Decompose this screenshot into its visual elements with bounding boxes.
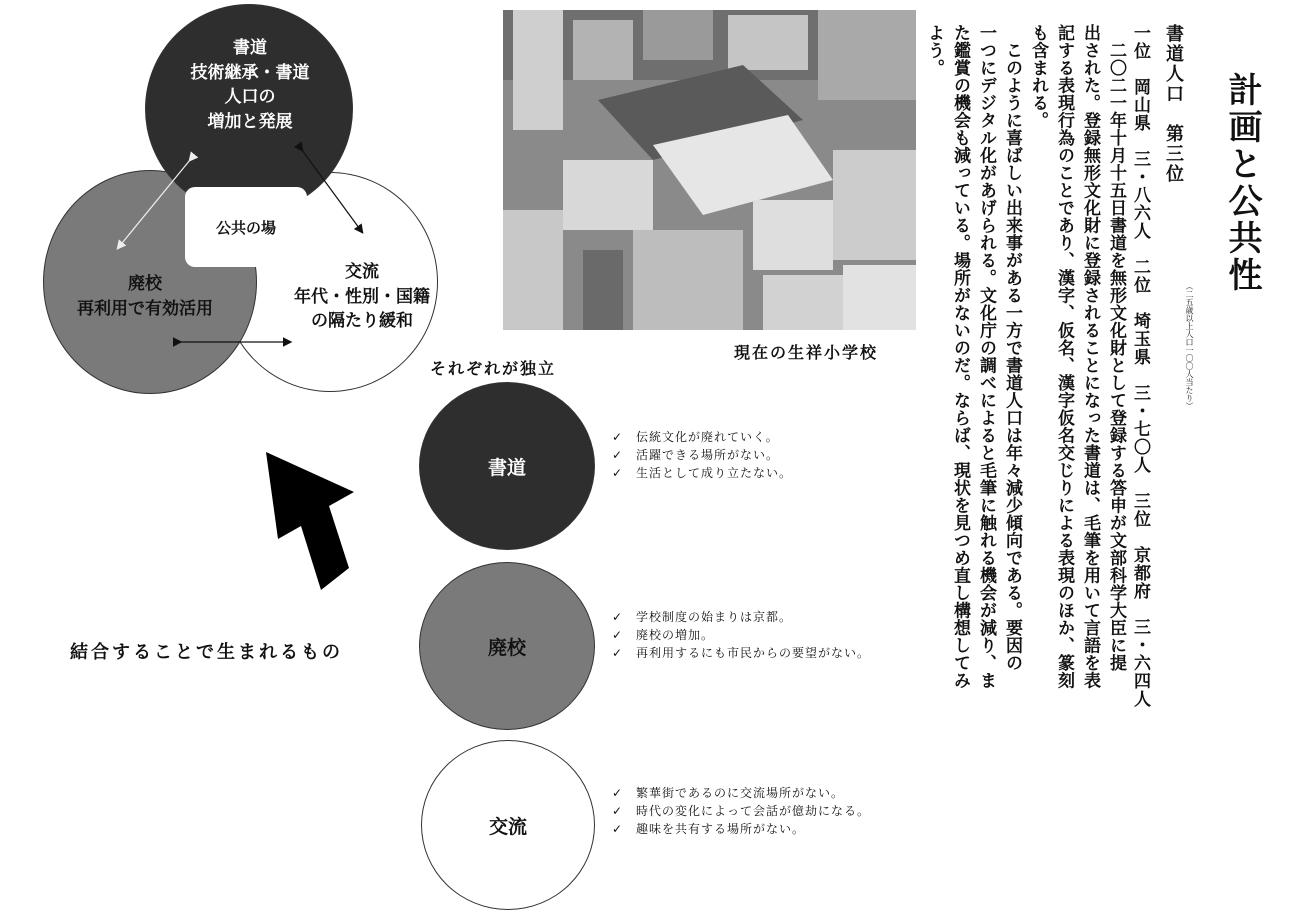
pillar-label: 交流 [488,815,527,838]
venn-left-line: 再利用で有効活用 [77,298,213,319]
pillar-circle-kouryu [421,740,595,910]
paragraph-1-col: も含まれる。 [1028,24,1048,129]
arrow-shodou-haikou [118,160,190,248]
venn-left-title: 廃校 [128,274,162,294]
issue-item: ✓ 再利用するにも市民からの要望がない。 [612,644,870,662]
paragraph-2-col: このように喜ばしい出来事がある一方で書道人口は年々減少傾向である。要因の [1002,24,1022,672]
venn-arrows [0,0,470,400]
issue-item: ✓ 繁華街であるのに交流場所がない。 [612,784,870,802]
stats-note: （二五歳以上人口一〇〇人当たり） [1185,282,1194,410]
arrow-shodou-kouryu [302,150,362,232]
issue-item: ✓ 廃校の増加。 [612,626,870,644]
paragraph-1-col: 二〇二一年十月十五日書道を無形文化財として登録する答申が文部科学大臣に提 [1106,24,1126,672]
pillar-circle-haikou [419,562,595,730]
paragraph-2-col: た鑑賞の機会も減っている。場所がないのだ。ならば、現状を見つめ直し構想してみ [950,24,970,689]
venn-right-title: 交流 [345,262,379,282]
venn-center-label: 公共の場 [215,218,276,237]
issue-item: ✓ 学校制度の始まりは京都。 [612,608,870,626]
stats-line-2: 一位 岡山県 三・八六人 二位 埼玉県 三・七〇人 三位 京都府 三・六四人 [1130,24,1150,708]
venn-top-line: 技術継承・書道 [190,62,310,83]
pillar-label: 書道 [487,456,526,479]
article-title: 計画と公共性 [1222,72,1262,294]
issue-item: ✓ 生活として成り立たない。 [612,464,792,482]
pillar-label: 廃校 [487,636,526,659]
venn-top-line: 人口の [224,87,276,108]
issue-item: ✓ 活躍できる場所がない。 [612,446,792,464]
pillar-issues-kouryu [612,784,870,838]
big-up-arrow [230,440,370,610]
independent-label: それぞれが独立 [430,359,557,378]
pillar-issues-shodou [612,428,792,482]
issue-item: ✓ 趣味を共有する場所がない。 [612,820,870,838]
paragraph-2-col: 一つにデジタル化があげられる。文化庁の調べによると毛筆に触れる機会が減り、ま [976,24,996,689]
issue-item: ✓ 時代の変化によって会話が億劫になる。 [612,802,870,820]
paragraph-2-col: よう。 [924,24,944,77]
pillar-circle-shodou [419,382,595,550]
venn-right-line: の隔たり緩和 [311,311,413,332]
venn-right-line: 年代・性別・国籍 [294,286,430,307]
venn-top-line: 増加と発展 [207,111,293,132]
venn-top-title: 書道 [233,38,267,58]
stats-line-1: 書道人口 第三位 [1163,24,1184,184]
school-photo-image [503,10,916,330]
paragraph-1-col: 記する表現行為のことであり、漢字、仮名、漢字仮名交じりによる表現のほか、篆刻 [1054,24,1074,689]
issue-item: ✓ 伝統文化が廃れていく。 [612,428,792,446]
pillar-issues-haikou [612,608,870,662]
arrow-caption: 結合することで生まれるもの [70,642,343,663]
school-photo [503,10,916,330]
paragraph-1-col: 出された。登録無形文化財に登録されることになった書道は、毛筆を用いて言語を表 [1080,24,1100,689]
photo-caption: 現在の生祥小学校 [734,343,879,362]
